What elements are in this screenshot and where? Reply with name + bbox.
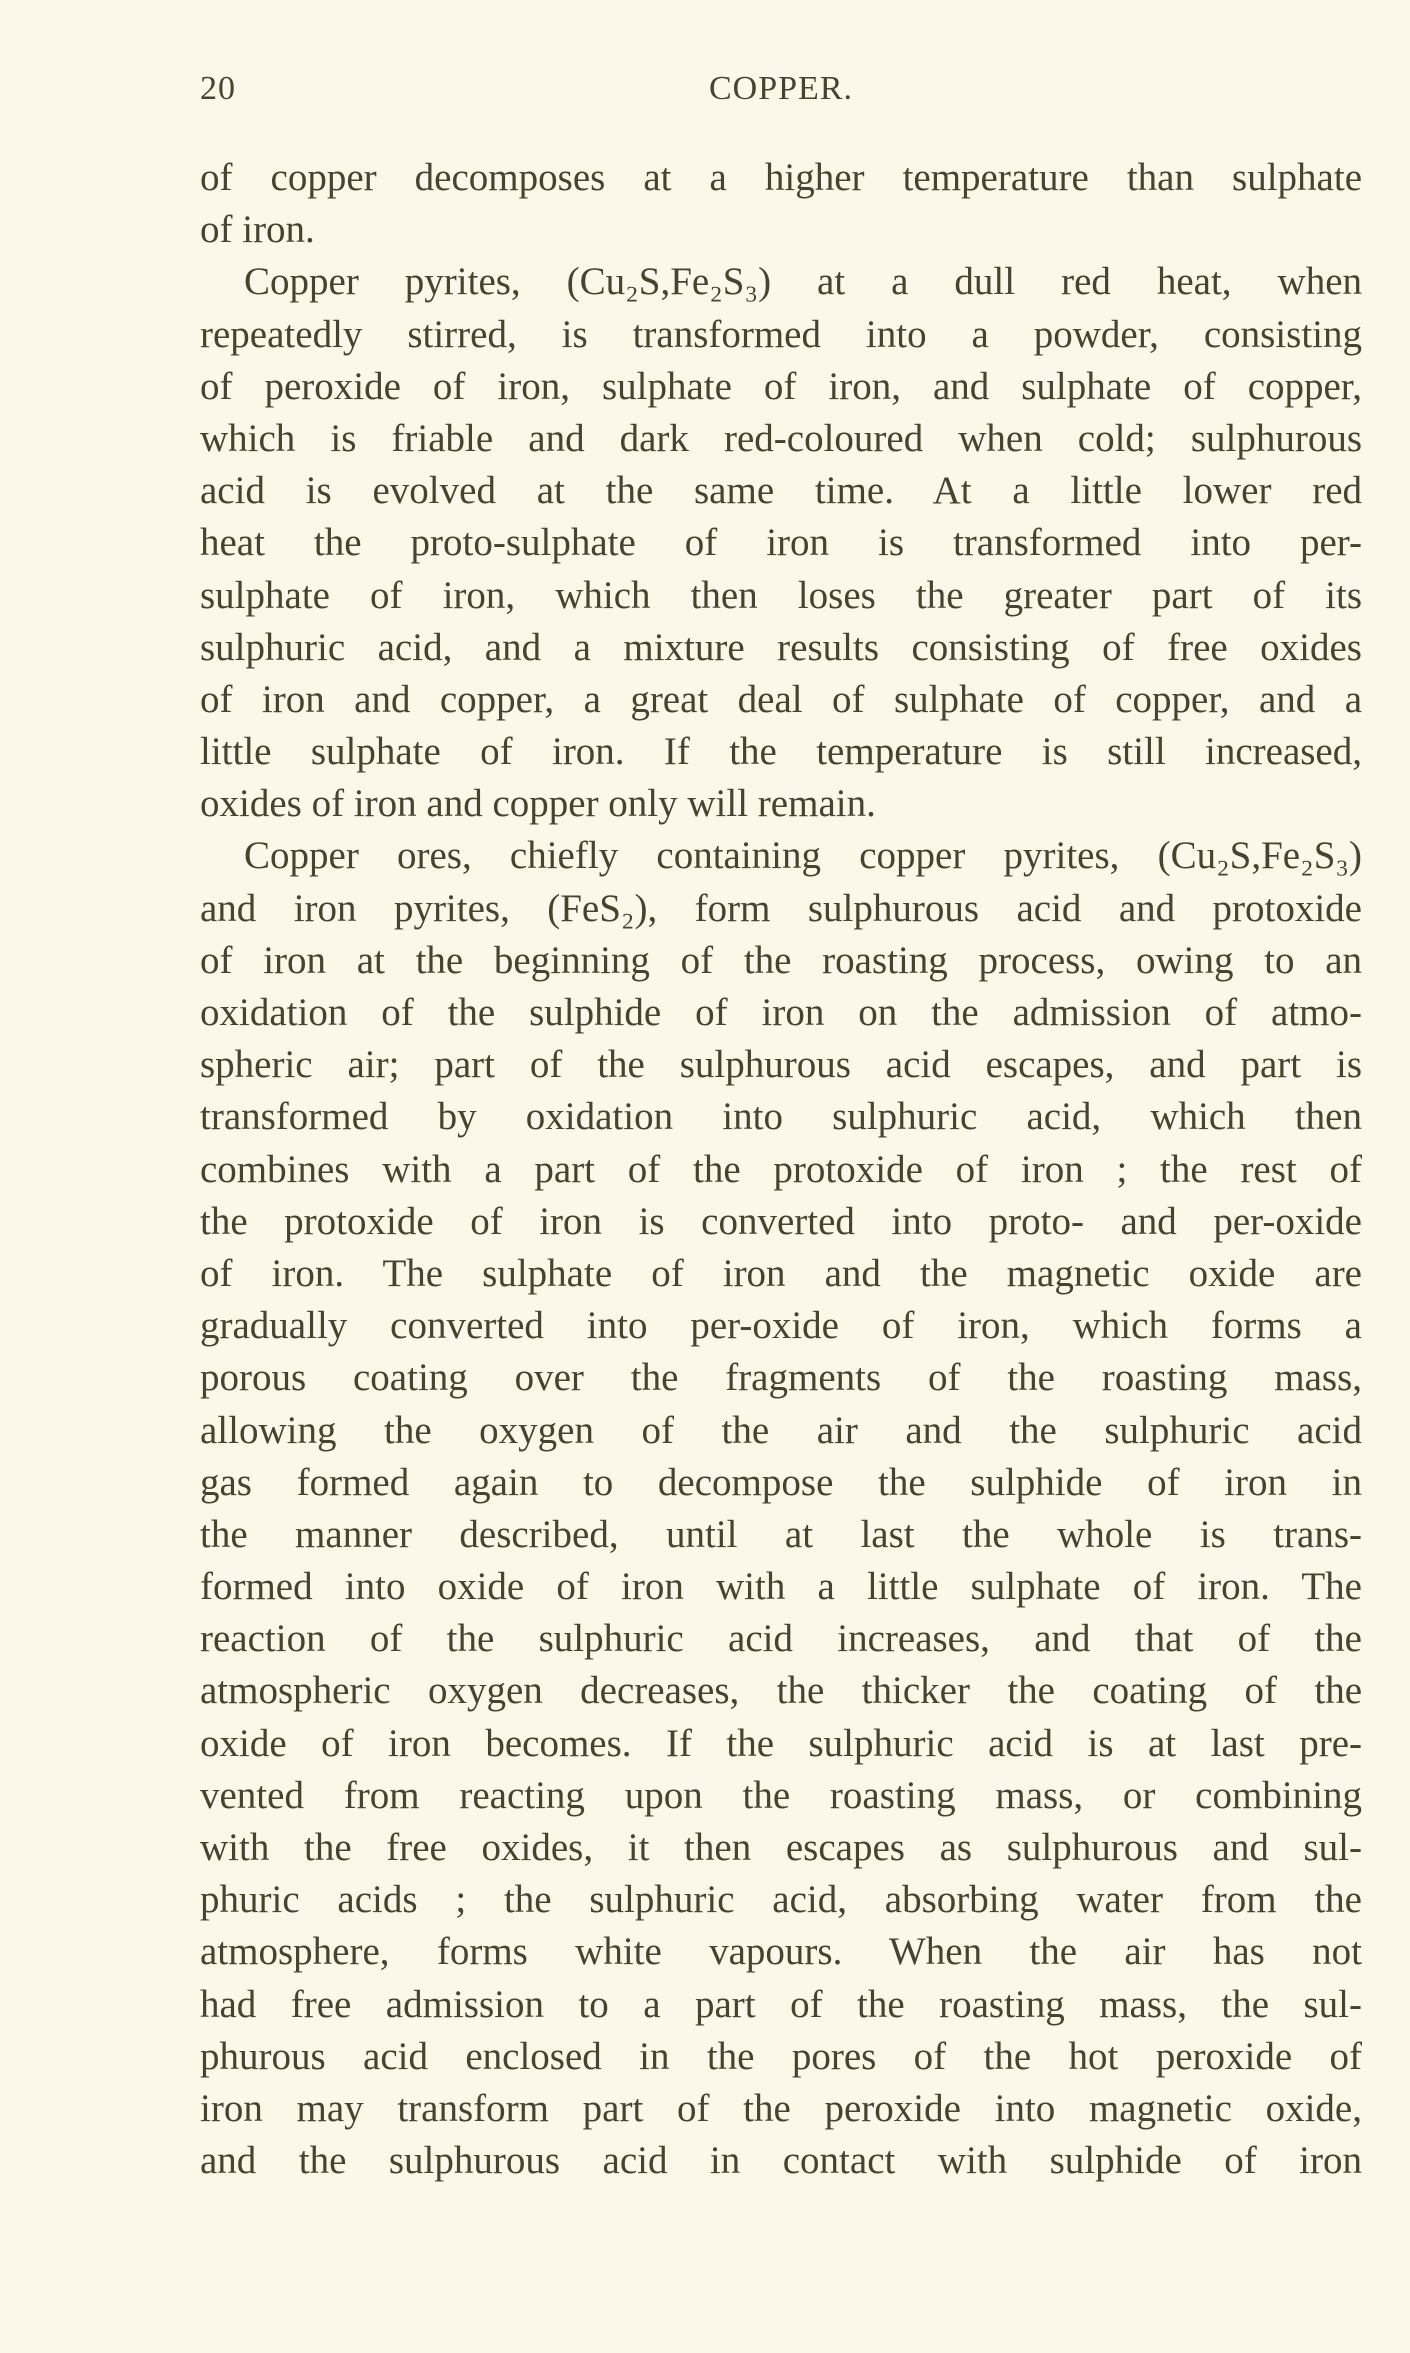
text-line: heat the proto-sulphate of iron is transformed into per- (200, 521, 1362, 565)
text-line: phuric acids ; the sulphuric acid, absorbing water from the (200, 1878, 1362, 1922)
body-text (200, 152, 1362, 2187)
running-title: COPPER. (709, 70, 853, 107)
text-line: formed into oxide of iron with a little sulphate of iron. The (200, 1565, 1362, 1609)
text-line: sulphate of iron, which then loses the greater part of its (200, 573, 1362, 617)
text-line: of copper decomposes at a higher temperature than sulphate (200, 156, 1362, 199)
page-number: 20 (200, 70, 236, 107)
text-line: and iron pyrites, (FeS₂), form sulphurous acid and protoxide (200, 886, 1362, 930)
text-line: vented from reacting upon the roasting mass, or combining (200, 1773, 1362, 1817)
text-line: transformed by oxidation into sulphuric acid, which then (200, 1095, 1362, 1139)
text-line: with the free oxides, it then escapes as sulphurous and sul- (200, 1826, 1362, 1869)
text-line: Copper ores, chiefly containing copper pyrites, (Cu₂S,Fe₂S₃) (244, 834, 1362, 878)
text-line: had free admission to a part of the roasting mass, the sul- (200, 1982, 1362, 2026)
text-line: allowing the oxygen of the air and the sulphuric acid (200, 1408, 1362, 1452)
text-line: phurous acid enclosed in the pores of the hot peroxide of (200, 2034, 1362, 2078)
text-line: of iron at the beginning of the roasting process, owing to an (200, 938, 1362, 982)
text-line: oxide of iron becomes. If the sulphuric acid is at last pre- (200, 1721, 1362, 1765)
text-line: oxidation of the sulphide of iron on the admission of atmo- (200, 991, 1362, 1034)
text-line: gas formed again to decompose the sulphide of iron in (200, 1460, 1362, 1504)
text-line: repeatedly stirred, is transformed into a powder, consisting (200, 312, 1362, 356)
text-line: sulphuric acid, and a mixture results consisting of free oxides (200, 625, 1362, 669)
text-line: gradually converted into per-oxide of iron, which forms a (200, 1304, 1362, 1348)
running-header (200, 70, 1362, 120)
text-line: porous coating over the fragments of the roasting mass, (200, 1356, 1362, 1400)
text-line: acid is evolved at the same time. At a little lower red (200, 469, 1362, 513)
text-line: the protoxide of iron is converted into proto- and per-oxide (200, 1199, 1362, 1243)
text-line: the manner described, until at last the whole is trans- (200, 1512, 1362, 1556)
text-line: atmosphere, forms white vapours. When the air has not (200, 1930, 1362, 1974)
text-line: Copper pyrites, (Cu₂S,Fe₂S₃) at a dull red heat, when (244, 260, 1362, 304)
text-line: of iron and copper, a great deal of sulphate of copper, and a (200, 677, 1362, 721)
text-line: of peroxide of iron, sulphate of iron, and sulphate of copper, (200, 364, 1362, 408)
text-line: which is friable and dark red-coloured when cold; sulphurous (200, 416, 1362, 460)
text-line: atmospheric oxygen decreases, the thicker the coating of the (200, 1669, 1362, 1713)
text-line: of iron. The sulphate of iron and the magnetic oxide are (200, 1251, 1362, 1295)
text-line: spheric air; part of the sulphurous acid escapes, and part is (200, 1043, 1362, 1087)
text-line: and the sulphurous acid in contact with sulphide of iron (200, 2139, 1362, 2183)
text-line: combines with a part of the protoxide of iron ; the rest of (200, 1147, 1362, 1191)
text-line: little sulphate of iron. If the temperature is still increased, (200, 730, 1362, 774)
text-line: oxides of iron and copper only will remain. (200, 782, 876, 826)
text-line: iron may transform part of the peroxide into magnetic oxide, (200, 2086, 1362, 2130)
text-line: reaction of the sulphuric acid increases, and that of the (200, 1617, 1362, 1661)
text-line: of iron. (200, 208, 315, 252)
